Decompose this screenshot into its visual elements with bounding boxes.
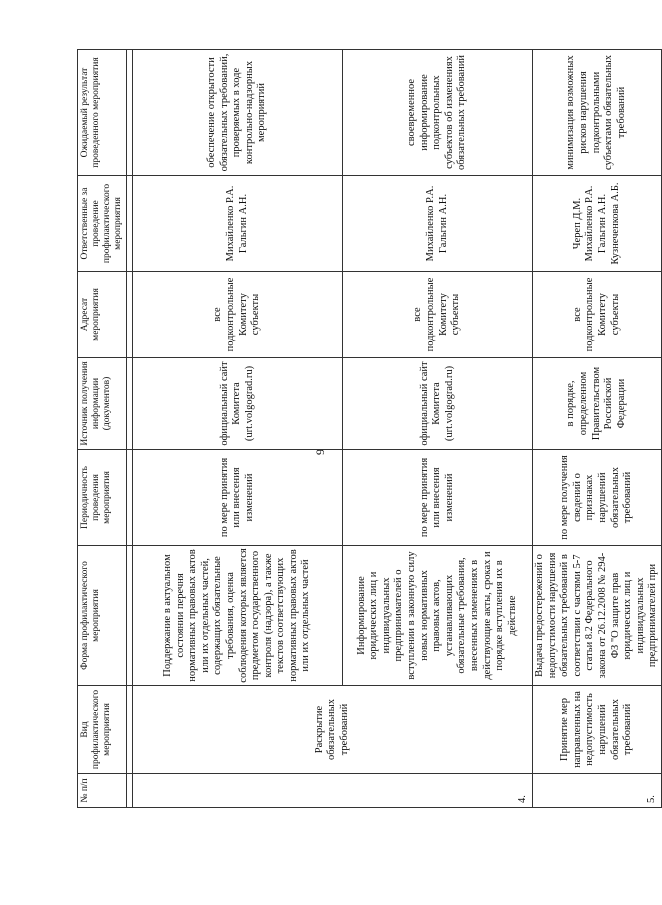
header-periodicity: Периодичность проведения мероприятия [78,450,127,546]
measure-responsible: Михайленко Р.А. Гальгин А.Н. [343,176,533,272]
measure-form: Выдача предостережений о недопустимости нарушения обязательных требований в соответствии с частями 5-7 статьи 8.2 Федерального закона от 26.12.2008 № 294-ФЗ "О защите прав юридических лиц и индивидуальных предпринимателей при [533,546,662,686]
header-num: № п/п [78,774,127,808]
measure-addressee: все подконтрольные Комитету субъекты [133,272,343,358]
measure-form: Информирование юридических лиц и индивидуальных предпринимателей о вступлении в законную силу новых нормативных правовых актов, устанавливающих обязательные требования, внесенных изменениях в действующие акты, сроках и порядке вступления их в действие [343,546,533,686]
header-addressee: Адресат мероприятия [78,272,127,358]
measure-source: в порядке, определенном Правительством Российской Федерации [533,358,662,450]
table-row [533,50,662,808]
row-number: 4. [133,774,533,808]
measure-source: официальный сайт Комитета (urt.volgograd.ru) [133,358,343,450]
measure-addressee: все подконтрольные Комитету субъекты [343,272,533,358]
measure-periodicity: по мере принятия или внесения изменений [133,450,343,546]
rotated-table-container [77,50,659,808]
header-result: Ожидаемый результат проведенного мероприятия [78,50,127,176]
measure-responsible: Череп Д.М. Михайленко Р.А. Гальгин А.Н. Кузнеченкова А.Б. [533,176,662,272]
measure-result: минимизация возможных рисков нарушения подконтрольными субъектами обязательных требований [533,50,662,176]
measure-form: Поддержание в актуальном состоянии перечня нормативных правовых актов или их отдельных частей, содержащих обязательные требования, оценка соблюдения которых является предметом государственного контроля (надзора), а также текстов соответствующих нормативных правовых актов или их отдельных частей [133,546,343,686]
measure-periodicity: по мере получения сведений о признаках нарушений обязательных требований [533,450,662,546]
measure-kind: Раскрытие обязательных требований [133,686,533,774]
row-number: 5. [533,774,662,808]
measure-result: своевременное информирование подконтрольных субъектов об изменениях обязательных требований [343,50,533,176]
measure-addressee: все подконтрольные Комитету субъекты [533,272,662,358]
measure-responsible: Михайленко Р.А. Гальгин А.Н. [133,176,343,272]
measure-result: обеспечение открытости обязательных требований, проверяемых в ходе контрольно-надзорных мероприятий [133,50,343,176]
header-row [78,50,127,808]
header-form: Форма профилактического мероприятия [78,546,127,686]
measure-periodicity: по мере принятия или внесения изменений [343,450,533,546]
prevention-measures-table [77,49,662,808]
page-number: 9 [313,449,327,455]
header-responsible: Ответственные за проведение профилактического мероприятия [78,176,127,272]
measure-source: официальный сайт Комитета (urt.volgograd.ru) [343,358,533,450]
table-row [133,50,343,808]
header-source: Источник получения информации (документов) [78,358,127,450]
measure-kind: Принятие мер направленных на недопустимость нарушений обязательных требований [533,686,662,774]
header-kind: Вид профилактического мероприятия [78,686,127,774]
